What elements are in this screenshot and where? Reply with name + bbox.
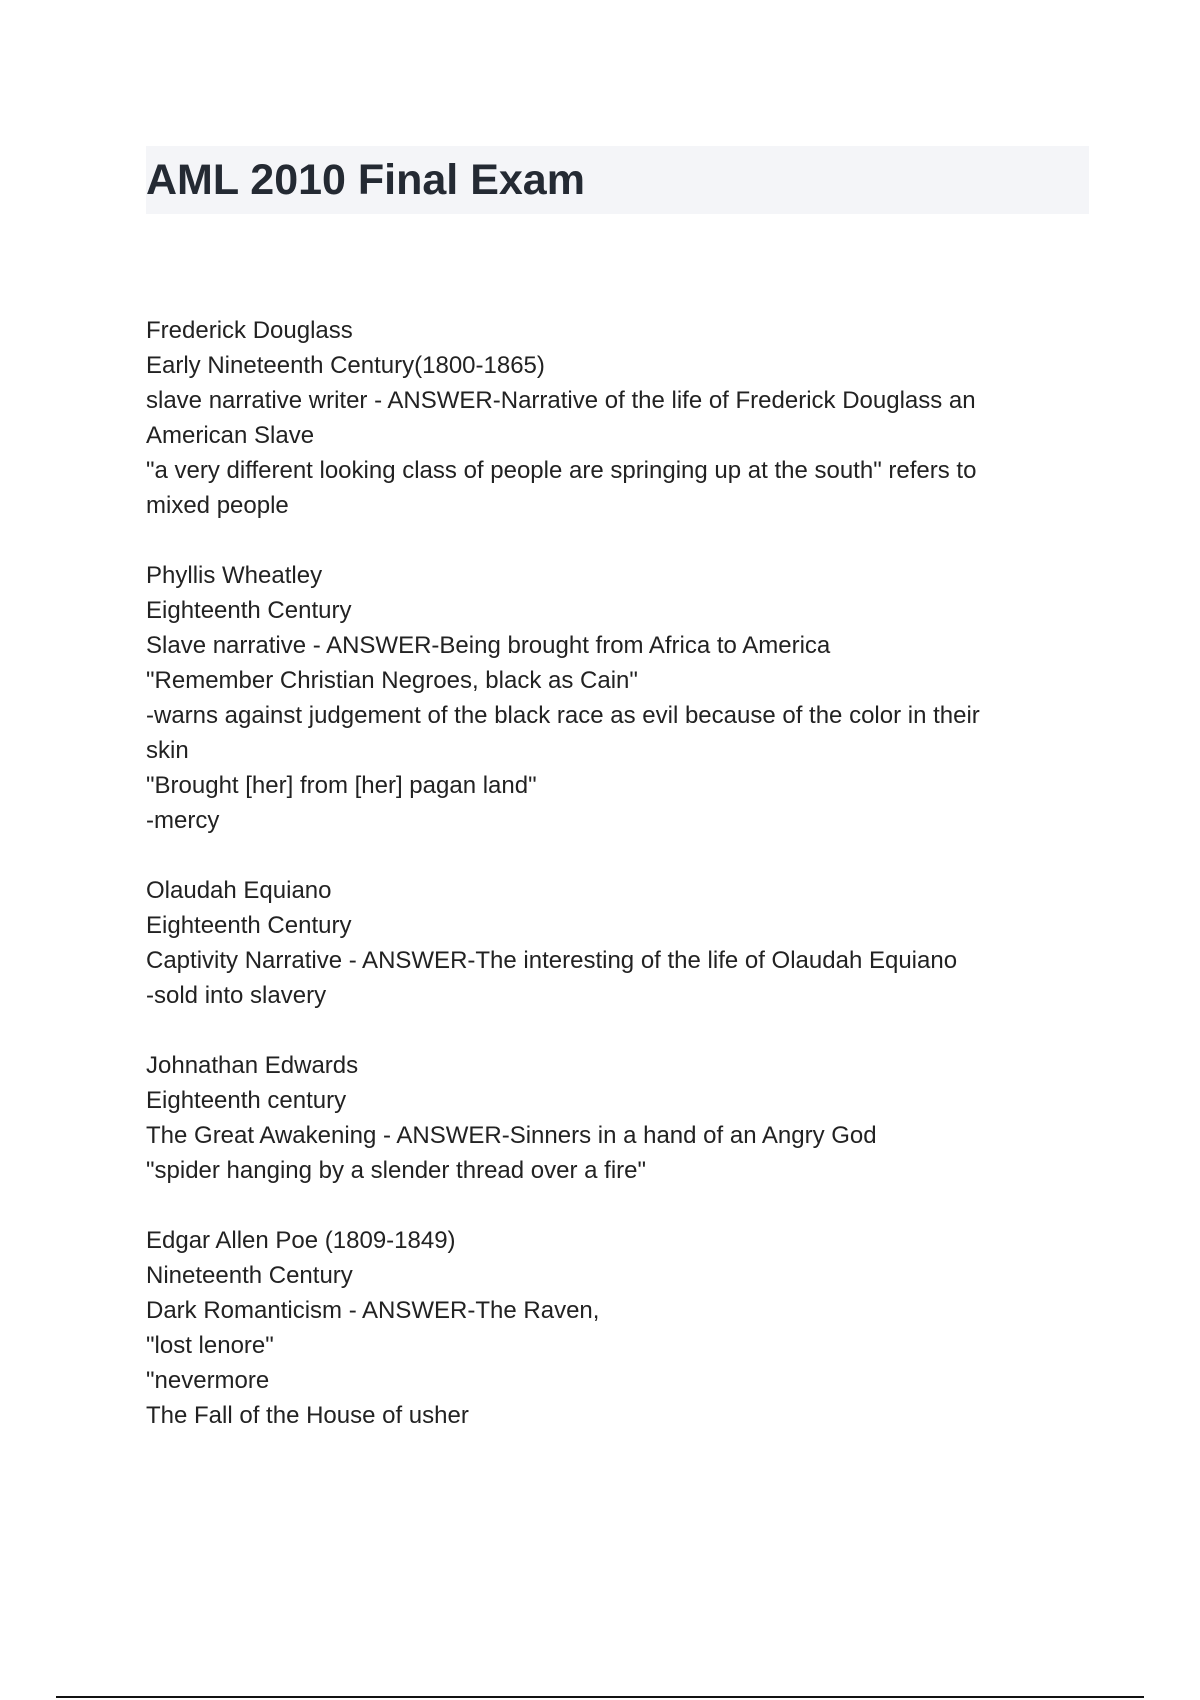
entry-line: The Great Awakening - ANSWER-Sinners in a hand of an Angry God — [146, 1122, 877, 1149]
entry-line: "Remember Christian Negroes, black as Cain" — [146, 667, 638, 694]
entry-line: mixed people — [146, 492, 289, 519]
entry-line: American Slave — [146, 422, 315, 449]
entry-line: Eighteenth Century — [146, 597, 352, 624]
flashcard-list — [146, 313, 1066, 1468]
entry-line: skin — [146, 737, 189, 764]
entry-line: Captivity Narrative - ANSWER-The interesting of the life of Olaudah Equiano — [146, 947, 958, 974]
flashcard-entry — [146, 1048, 1066, 1188]
entry-line: Nineteenth Century — [146, 1262, 353, 1289]
entry-line: "lost lenore" — [146, 1332, 274, 1359]
entry-line: Dark Romanticism - ANSWER-The Raven, — [146, 1297, 600, 1324]
flashcard-entry — [146, 1223, 1066, 1433]
flashcard-entry — [146, 873, 1066, 1013]
entry-line: Phyllis Wheatley — [146, 562, 323, 589]
entry-line: Eighteenth century — [146, 1087, 347, 1114]
footer-divider — [56, 1696, 1144, 1698]
entry-line: -warns against judgement of the black race as evil because of the color in their — [146, 702, 980, 729]
page-title: AML 2010 Final Exam — [146, 156, 585, 204]
entry-line: Eighteenth Century — [146, 912, 352, 939]
entry-line: Slave narrative - ANSWER-Being brought from Africa to America — [146, 632, 831, 659]
entry-line: "Brought [her] from [her] pagan land" — [146, 772, 537, 799]
entry-line: Early Nineteenth Century(1800-1865) — [146, 352, 545, 379]
entry-line: "nevermore — [146, 1367, 270, 1394]
entry-line: Edgar Allen Poe (1809-1849) — [146, 1227, 456, 1254]
entry-line: -sold into slavery — [146, 982, 327, 1009]
flashcard-entry — [146, 313, 1066, 523]
flashcard-entry — [146, 558, 1066, 838]
entry-line: "spider hanging by a slender thread over a fire" — [146, 1157, 647, 1184]
entry-line: Frederick Douglass — [146, 317, 353, 344]
entry-line: "a very different looking class of people are springing up at the south" refers to — [146, 457, 977, 484]
entry-line: Olaudah Equiano — [146, 877, 332, 904]
entry-line: slave narrative writer - ANSWER-Narrative of the life of Frederick Douglass an — [146, 387, 976, 414]
entry-line: The Fall of the House of usher — [146, 1402, 469, 1429]
entry-line: Johnathan Edwards — [146, 1052, 359, 1079]
entry-line: -mercy — [146, 807, 220, 834]
